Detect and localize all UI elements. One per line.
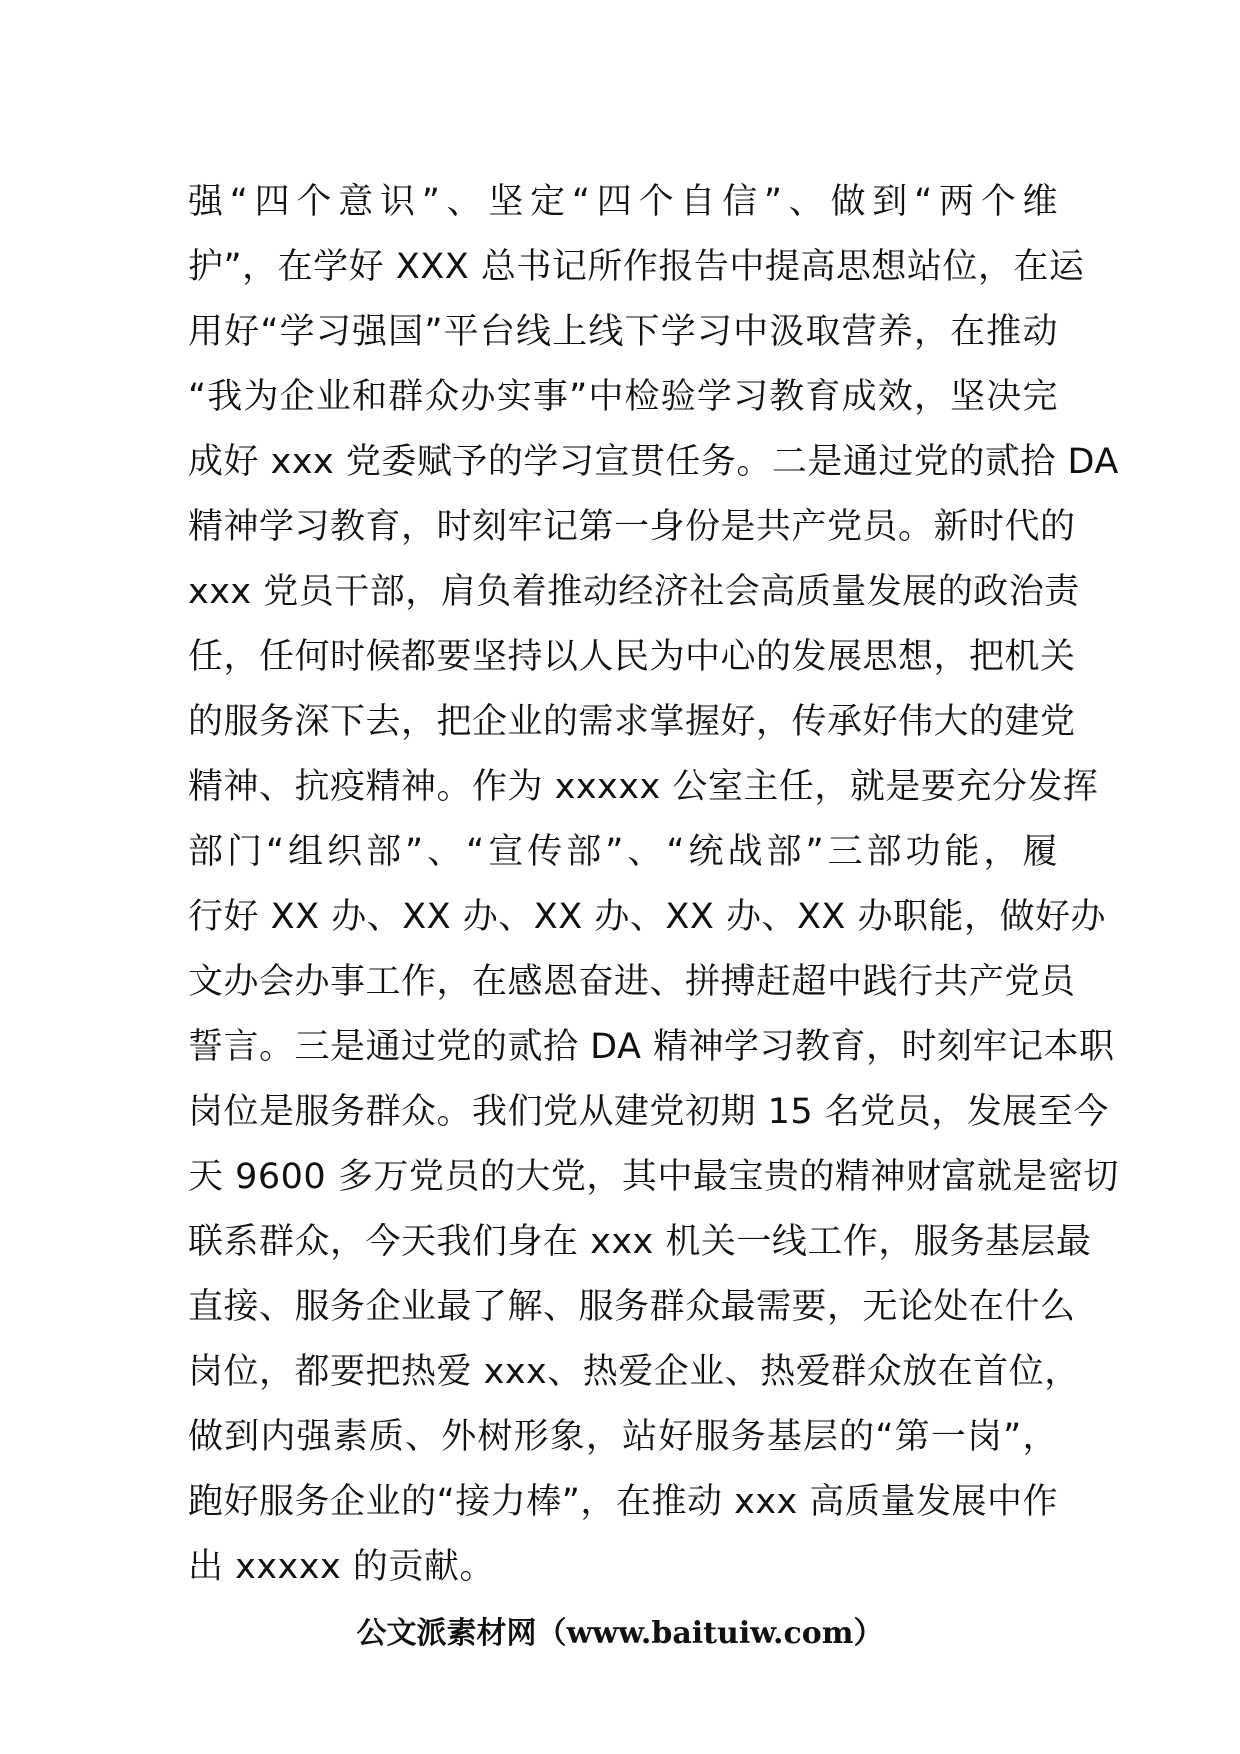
text-line: 天 9600 多万党员的大党，其中最宝贵的精神财富就是密切 [188, 1157, 1119, 1197]
text-line: 文办会办事工作，在感恩奋进、拼搏赶超中践行共产党员 [188, 962, 1076, 1002]
body-paragraph [188, 170, 1119, 1600]
text-line: 精神学习教育，时刻牢记第一身份是共产党员。新时代的 [188, 507, 1076, 547]
text-line: 任，任何时候都要坚持以人民为中心的发展思想，把机关 [188, 637, 1076, 677]
text-line: 做到内强素质、外树形象，站好服务基层的“第一岗”， [188, 1417, 1058, 1457]
text-line: 联系群众，今天我们身在 xxx 机关一线工作，服务基层最 [188, 1222, 1092, 1262]
text-line: 用好“学习强国”平台线上线下学习中汲取营养，在推动 [188, 312, 1058, 352]
text-line-last: 出 xxxxx 的贡献。 [188, 1547, 495, 1587]
text-line: 誓言。三是通过党的贰拾 DA 精神学习教育，时刻牢记本职 [188, 1027, 1115, 1067]
text-line: 成好 xxx 党委赋予的学习宣贯任务。二是通过党的贰拾 DA [188, 442, 1119, 482]
text-line: 岗位是服务群众。我们党从建党初期 15 名党员，发展至今 [188, 1092, 1109, 1132]
text-line: 的服务深下去，把企业的需求掌握好，传承好伟大的建党 [188, 702, 1076, 742]
text-line: 部门“组织部”、“宣传部”、“统战部”三部功能，履 [188, 832, 1058, 872]
text-line: 跑好服务企业的“接力棒”，在推动 xxx 高质量发展中作 [188, 1482, 1058, 1522]
text-line: 直接、服务企业最了解、服务群众最需要，无论处在什么 [188, 1287, 1076, 1327]
text-line: “我为企业和群众办实事”中检验学习教育成效，坚决完 [188, 377, 1058, 417]
text-line: 岗位，都要把热爱 xxx、热爱企业、热爱群众放在首位， [188, 1352, 1080, 1392]
footer-source-text: 公文派素材网（www.baituiw.com） [356, 1616, 884, 1651]
text-line: xxx 党员干部，肩负着推动经济社会高质量发展的政治责 [188, 572, 1080, 612]
text-line: 精神、抗疫精神。作为 xxxxx 公室主任，就是要充分发挥 [188, 767, 1099, 807]
text-line: 强“四个意识”、坚定“四个自信”、做到“两个维 [188, 182, 1058, 222]
text-line: 行好 XX 办、XX 办、XX 办、XX 办、XX 办职能，做好办 [188, 897, 1107, 937]
text-line: 护”，在学好 XXX 总书记所作报告中提高思想站位，在运 [188, 247, 1085, 287]
